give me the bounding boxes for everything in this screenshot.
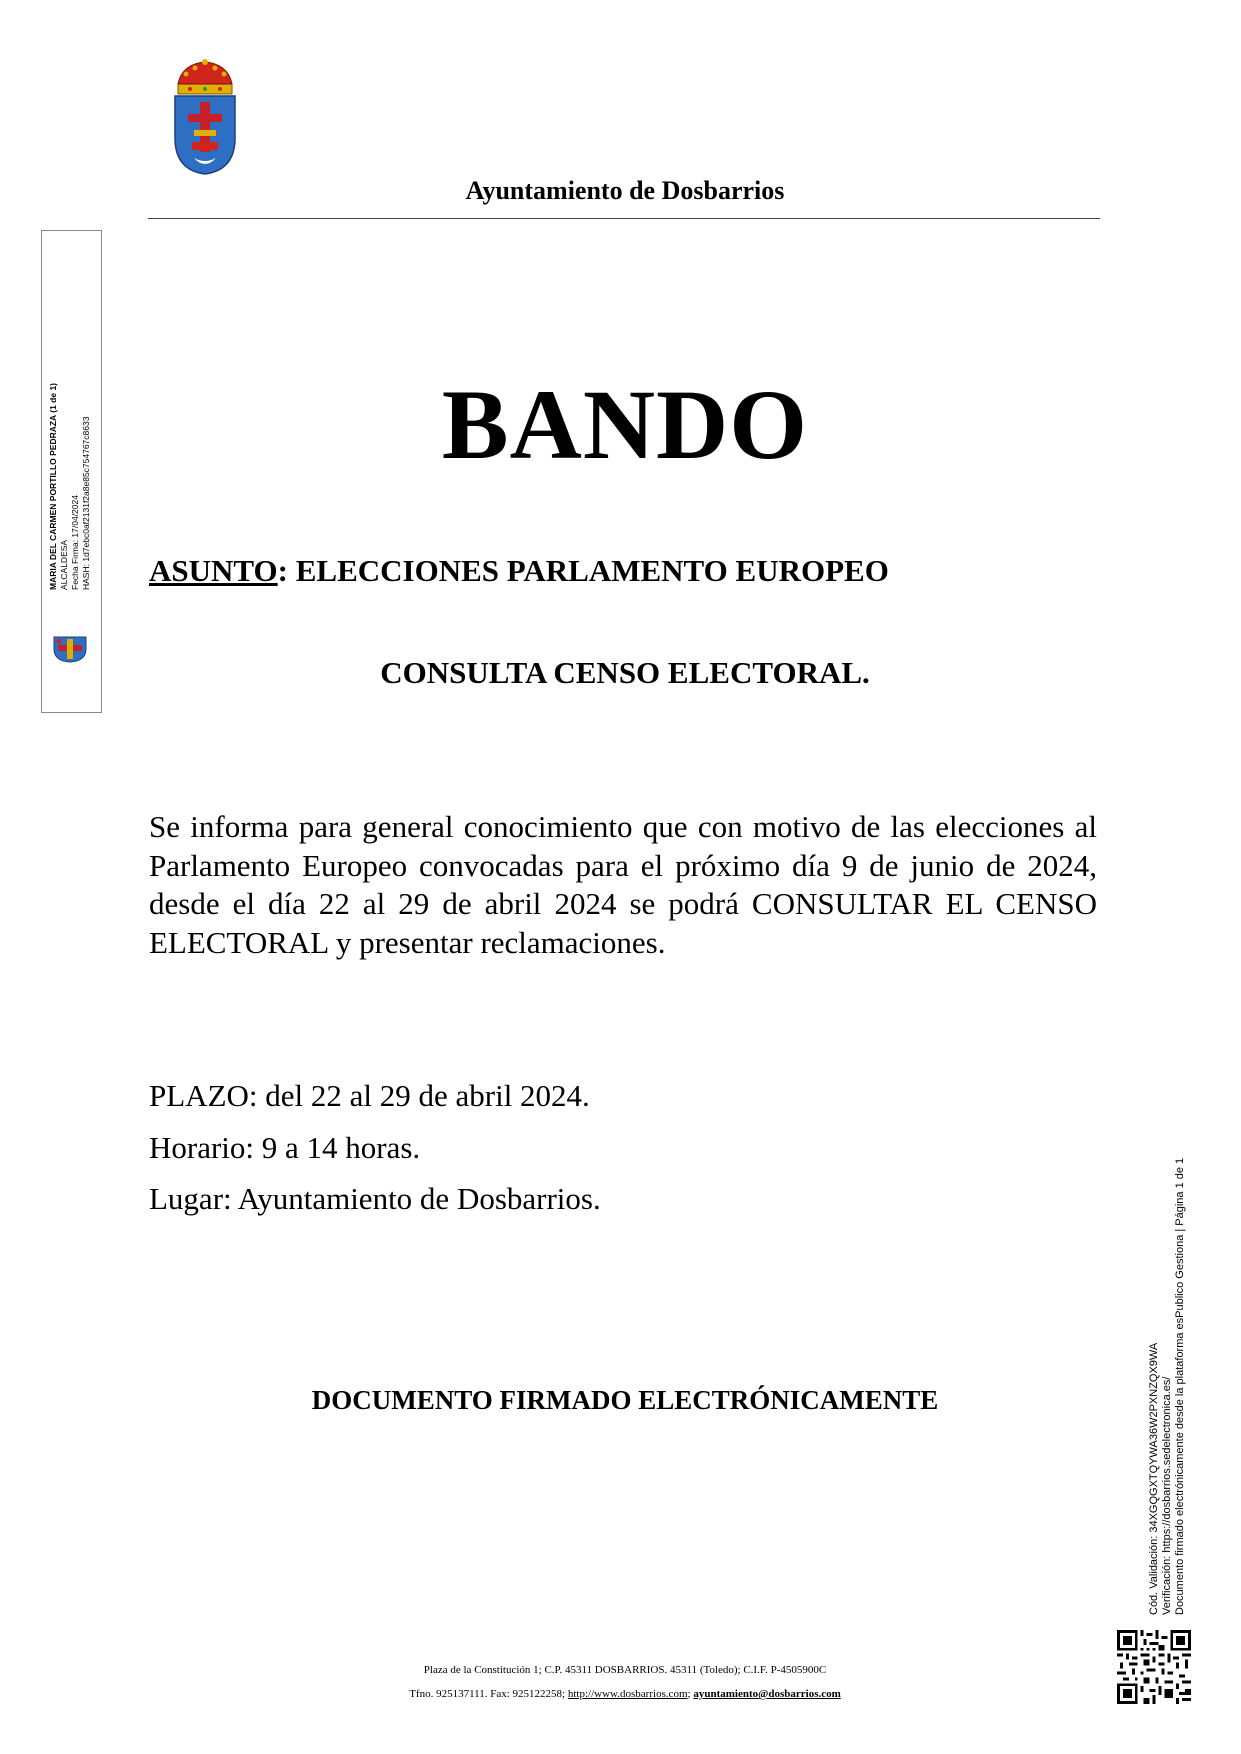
- validation-url: Verificación: https://dosbarrios.sedelectronica.es/: [1161, 1376, 1173, 1615]
- document-subtitle: CONSULTA CENSO ELECTORAL.: [380, 655, 870, 690]
- footer-email-link[interactable]: ayuntamiento@dosbarrios.com: [693, 1688, 841, 1700]
- validation-code: Cód. Validación: 34XGQGXTQYWA36W2PXNZQX9WA: [1148, 1342, 1160, 1615]
- signer-name: MARIA DEL CARMEN PORTILLO PEDRAZA (1 de 1): [48, 383, 58, 590]
- footer-address: Plaza de la Constitución 1; C.P. 45311 DOSBARRIOS. 45311 (Toledo); C.I.F. P-4505900C: [423, 1664, 827, 1676]
- signer-role: ALCALDESA: [59, 539, 69, 590]
- footer-phone: Tfno. 925137111. Fax: 925122258;: [409, 1688, 568, 1700]
- horario-line: Horario: 9 a 14 horas.: [149, 1130, 421, 1165]
- footer-contact: [150, 1688, 1100, 1700]
- subject-line: [149, 553, 889, 589]
- body-paragraph: Se informa para general conocimiento que con motivo de las elecciones al Parlamento Europeo convocadas para el próximo día 9 de junio de 2024, desde el día 22 al 29 de abril 2024 se podrá CONSULTAR EL CENSO ELECTORAL y presentar reclamaciones.: [149, 809, 1097, 960]
- coat-of-arms-logo: [170, 58, 240, 176]
- plazo-line: PLAZO: del 22 al 29 de abril 2024.: [149, 1078, 590, 1113]
- small-coat-of-arms-icon: [50, 634, 90, 664]
- qr-code-icon: [1117, 1630, 1191, 1704]
- document-title: BANDO: [441, 369, 809, 480]
- subject-text: : ELECCIONES PARLAMENTO EUROPEO: [277, 553, 889, 588]
- signature-hash: HASH: 1d7ebc0af2131f2a8e85c754767c8633: [81, 416, 91, 590]
- institution-name: Ayuntamiento de Dosbarrios: [465, 176, 785, 205]
- footer-separator: ;: [687, 1688, 694, 1700]
- footer-website-link[interactable]: http://www.dosbarrios.com: [567, 1688, 688, 1700]
- validation-details: [1148, 1158, 1187, 1615]
- signed-notice: DOCUMENTO FIRMADO ELECTRÓNICAMENTE: [311, 1385, 939, 1415]
- subject-label: ASUNTO: [149, 553, 278, 588]
- lugar-line: Lugar: Ayuntamiento de Dosbarrios.: [149, 1181, 601, 1216]
- signature-date: Fecha Firma: 17/04/2024: [70, 495, 80, 590]
- signature-details: [48, 320, 92, 590]
- validation-platform: Documento firmado electrónicamente desde la plataforma esPublico Gestiona | Página 1 de 1: [1174, 1157, 1186, 1615]
- header-divider: [148, 218, 1100, 219]
